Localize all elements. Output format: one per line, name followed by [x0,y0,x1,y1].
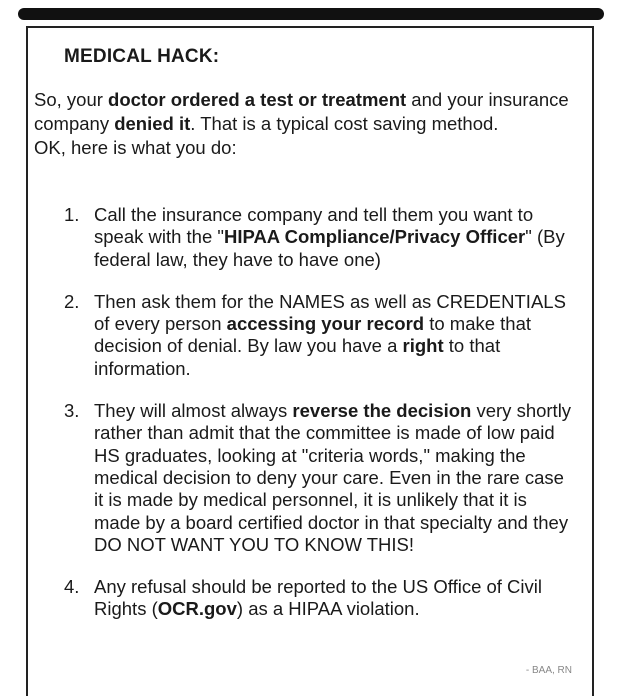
intro-text [34,88,574,160]
step-number: 3. [64,400,80,422]
document-page [26,26,594,696]
step-bold-text: accessing your record [226,313,425,335]
step-text: very shortly rather than admit that the committee is made of low paid HS graduates, looking at "criteria words," making the medical decision to deny your care. Even in the rare case it is made by medical personnel, it is unlikely that it is made by a board certified doctor in that specialty and they DO NOT WANT YOU TO KNOW THIS! [94,400,572,555]
step-item [64,576,574,621]
step-text: They will almost always [94,400,293,422]
step-bold-text: OCR.gov [157,598,237,620]
intro-bold-denied: denied it [114,113,191,134]
step-number: 4. [64,576,80,598]
steps-list [64,204,574,641]
step-item [64,204,574,271]
step-bold-text: right [402,335,444,357]
intro-text-part: So, your [34,89,109,110]
step-text: Call the insurance company and tell them you want to speak with the " [94,204,534,248]
step-text: Any refusal should be reported to the US Office of Civil Rights ( [94,576,543,620]
intro-text-part: and your insurance company [34,89,569,134]
step-item [64,291,574,380]
author-signature: - BAA, RN [525,665,572,676]
step-bold-text: reverse the decision [292,400,472,422]
step-number: 2. [64,290,80,312]
step-text: to make that decision of denial. By law you have a [94,313,532,357]
step-text: " (By federal law, they have to have one) [94,226,565,270]
step-text: to that information. [94,335,501,379]
step-text: Then ask them for the NAMES as well as CREDENTIALS of every person [94,290,566,335]
step-number: 1. [64,204,80,225]
page-title: MEDICAL HACK: [64,46,220,67]
intro-instruction: OK, here is what you do: [34,137,237,158]
intro-text-part: . That is a typical cost saving method. [190,113,499,134]
intro-bold-doctor-ordered: doctor ordered a test or treatment [108,89,407,110]
step-text: ) as a HIPAA violation. [236,598,420,620]
step-item [64,400,574,556]
top-divider-bar [18,8,604,20]
intro-paragraph [34,88,574,136]
step-bold-text: HIPAA Compliance/Privacy Officer [223,226,526,248]
